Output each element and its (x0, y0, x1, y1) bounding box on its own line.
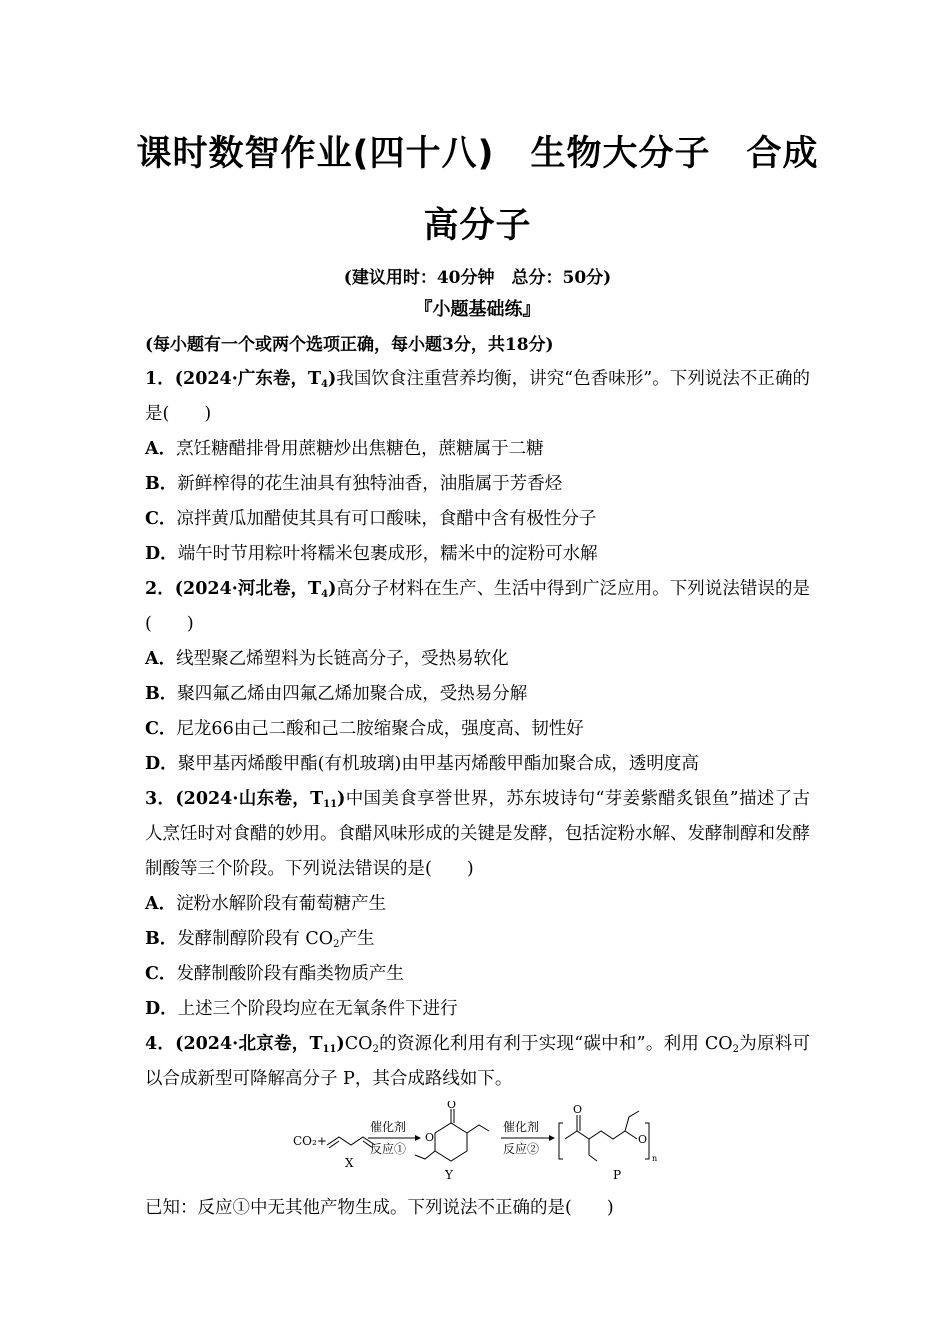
arrow1-catalyst: 催化剂 (370, 1120, 407, 1134)
question-2-option-b: B．聚四氟乙烯由四氟乙烯加聚合成，受热易分解 (145, 684, 528, 704)
section-heading: 『小题基础练』 (414, 299, 541, 320)
question-3-source-sub: 11 (323, 799, 338, 810)
arrow2-head (549, 1135, 555, 1141)
synthesis-route-diagram (145, 1101, 810, 1191)
page-title-line2: 高分子 (423, 206, 532, 246)
polymer-carbonyl-o: O (573, 1103, 583, 1116)
question-4-number: 4． (145, 1034, 176, 1054)
molecule-y-vinyl (467, 1125, 489, 1133)
question-2-number: 2． (145, 579, 175, 599)
question-3-text: 中国美食享誉世界，苏东坡诗句“芽姜紫醋炙银鱼”描述了古人烹饪时对食醋的妙用。食醋风味形成的关键是发酵，包括淀粉水解、发酵制醇和发酵制酸等三个阶段。下列说法错误的是( ) (145, 789, 810, 879)
molecule-y-ring-o: O (425, 1131, 435, 1144)
question-3-stem (145, 782, 810, 887)
question-2-source: (2024·河北卷，T (174, 579, 322, 599)
label-x: X (345, 1156, 354, 1170)
question-1-option-a: A．烹饪糖醋排骨用蔗糖炒出焦糖色，蔗糖属于二糖 (145, 439, 544, 459)
time-score-info: (建议用时：40分钟 总分：50分) (343, 268, 612, 288)
question-2-source-end: ) (328, 579, 337, 599)
molecule-y-carbonyl-o: O (447, 1101, 457, 1111)
polymer-left-bracket (559, 1123, 563, 1159)
document-page (136, 118, 819, 1226)
arrow2-reaction: 反应② (503, 1142, 540, 1156)
polymer-vinyl-group (625, 1111, 639, 1131)
question-2-option-d: D．聚甲基丙烯酸甲酯(有机玻璃)由甲基丙烯酸甲酯加聚合成，透明度高 (145, 754, 699, 774)
polymer-side-chain (589, 1139, 597, 1161)
question-1-text: 我国饮食注重营养均衡，讲究“色香味形”。下列说法不正确的是( ) (145, 369, 810, 424)
question-1-stem (145, 362, 810, 432)
molecule-x-double-bond (329, 1141, 339, 1148)
question-1-number: 1． (145, 369, 175, 389)
polymer-ester-o: O (638, 1133, 648, 1146)
question-1-option-d: D．端午时节用粽叶将糯米包裹成形，糯米中的淀粉可水解 (145, 544, 598, 564)
molecule-y-ring (435, 1123, 467, 1161)
question-1-source-end: ) (327, 369, 337, 389)
question-3-option-a: A．淀粉水解阶段有葡萄糖产生 (145, 894, 387, 914)
question-4-known: 已知：反应①中无其他产物生成。下列说法不正确的是( ) (145, 1198, 614, 1218)
question-2-stem (145, 572, 810, 642)
question-4-source-end: ) (336, 1034, 345, 1054)
arrow1-head (415, 1135, 421, 1141)
question-2-option-c: C．尼龙66由己二酸和己二胺缩聚合成，强度高、韧性好 (145, 719, 584, 739)
label-y: Y (445, 1168, 453, 1182)
scheme-reactant-co2: CO₂+ (293, 1134, 327, 1148)
question-1-option-b: B．新鲜榨得的花生油具有独特油香，油脂属于芳香烃 (145, 474, 563, 494)
question-3-option-d: D．上述三个阶段均应在无氧条件下进行 (145, 999, 458, 1019)
molecule-y-vinyl-2 (415, 1151, 435, 1159)
question-3-option-c: C．发酵制酸阶段有酯类物质产生 (145, 964, 404, 984)
question-2-source-sub: 4 (321, 589, 329, 600)
question-4-stem: 4．(2024·北京卷，$T_{11})CO_2$的资源化利用有利于实现“碳中和”。利用 $CO_2$为原料可以合成新型可降解高分子 P，其合成路线如下。 (145, 1034, 810, 1089)
question-4-source-sub: 11 (322, 1044, 337, 1055)
question-2-option-a: A．线型聚乙烯塑料为长链高分子，受热易软化 (145, 649, 509, 669)
arrow1-reaction: 反应① (370, 1142, 407, 1156)
question-3-number: 3． (145, 789, 176, 809)
polymer-n: n (652, 1154, 658, 1163)
question-3-source-end: ) (337, 789, 346, 809)
scoring-note: (每小题有一个或两个选项正确，每小题3分，共18分) (145, 335, 554, 355)
question-2-text: 高分子材料在生产、生活中得到广泛应用。下列说法错误的是( ) (145, 579, 810, 634)
label-p: P (613, 1168, 622, 1182)
question-3-option-b: B．发酵制醇阶段有 $CO_2$产生 (145, 929, 375, 950)
arrow2-catalyst: 催化剂 (503, 1120, 540, 1134)
question-1-option-c: C．凉拌黄瓜加醋使其具有可口酸味，食醋中含有极性分子 (145, 509, 597, 529)
question-3-source: (2024·山东卷，T (175, 789, 324, 809)
question-1-source: (2024·广东卷，T (174, 369, 322, 389)
question-1-source-sub: 4 (321, 379, 328, 390)
question-4-source: (2024·北京卷，T (175, 1034, 323, 1054)
polymer-backbone (565, 1131, 637, 1139)
page-title-line1: 课时数智作业(四十八) 生物大分子 合成 (136, 134, 819, 174)
